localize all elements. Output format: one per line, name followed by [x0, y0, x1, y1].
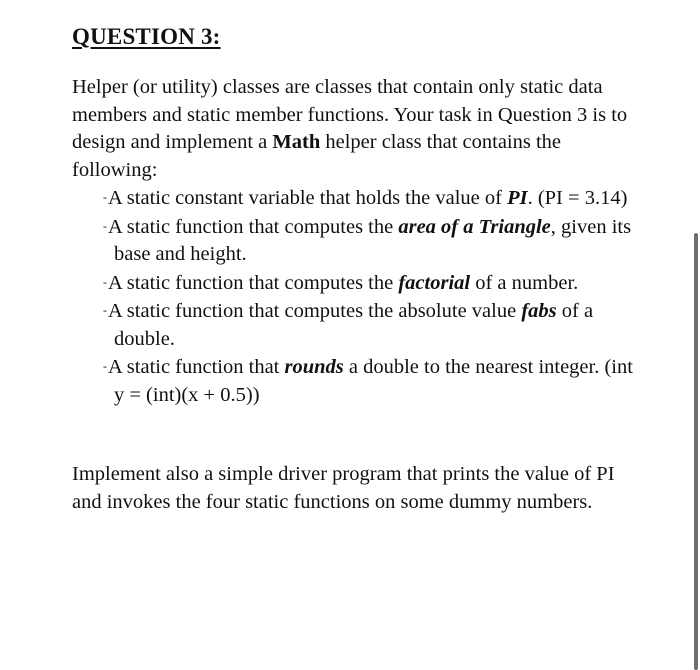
list-item: -A static constant variable that holds the value of PI. (PI = 3.14): [103, 187, 628, 209]
dash-bullet-icon: -: [103, 274, 107, 289]
question-document: [72, 22, 642, 516]
dash-bullet-icon: -: [103, 190, 107, 204]
intro-text-2: helper class that contains the following:: [72, 131, 562, 181]
dash-bullet-icon: -: [103, 303, 107, 317]
dash-bullet-icon: -: [103, 218, 107, 233]
question-title: QUESTION 3:: [72, 24, 221, 49]
requirements-list: [72, 184, 642, 409]
vertical-scrollbar[interactable]: [694, 233, 698, 670]
list-item: -A static function that computes the area of a Triangle, given its base and height.: [103, 215, 632, 265]
math-class-name: Math: [272, 131, 321, 153]
intro-text-1: Helper (or utility) classes are classes that contain only static data members and static member functions. Your task in Question 3 is to design and implement a: [72, 76, 628, 153]
list-item: -A static function that computes the factorial of a number.: [103, 271, 579, 294]
intro-paragraph: [72, 74, 642, 184]
dash-bullet-icon: -: [103, 359, 107, 373]
list-item: -A static function that rounds a double to the nearest integer. (int y = (int)(x + 0.5)): [103, 356, 633, 406]
list-item: -A static function that computes the absolute value fabs of a double.: [103, 300, 594, 350]
driver-paragraph: Implement also a simple driver program that prints the value of PI and invokes the four static functions on some dummy numbers.: [72, 463, 615, 513]
